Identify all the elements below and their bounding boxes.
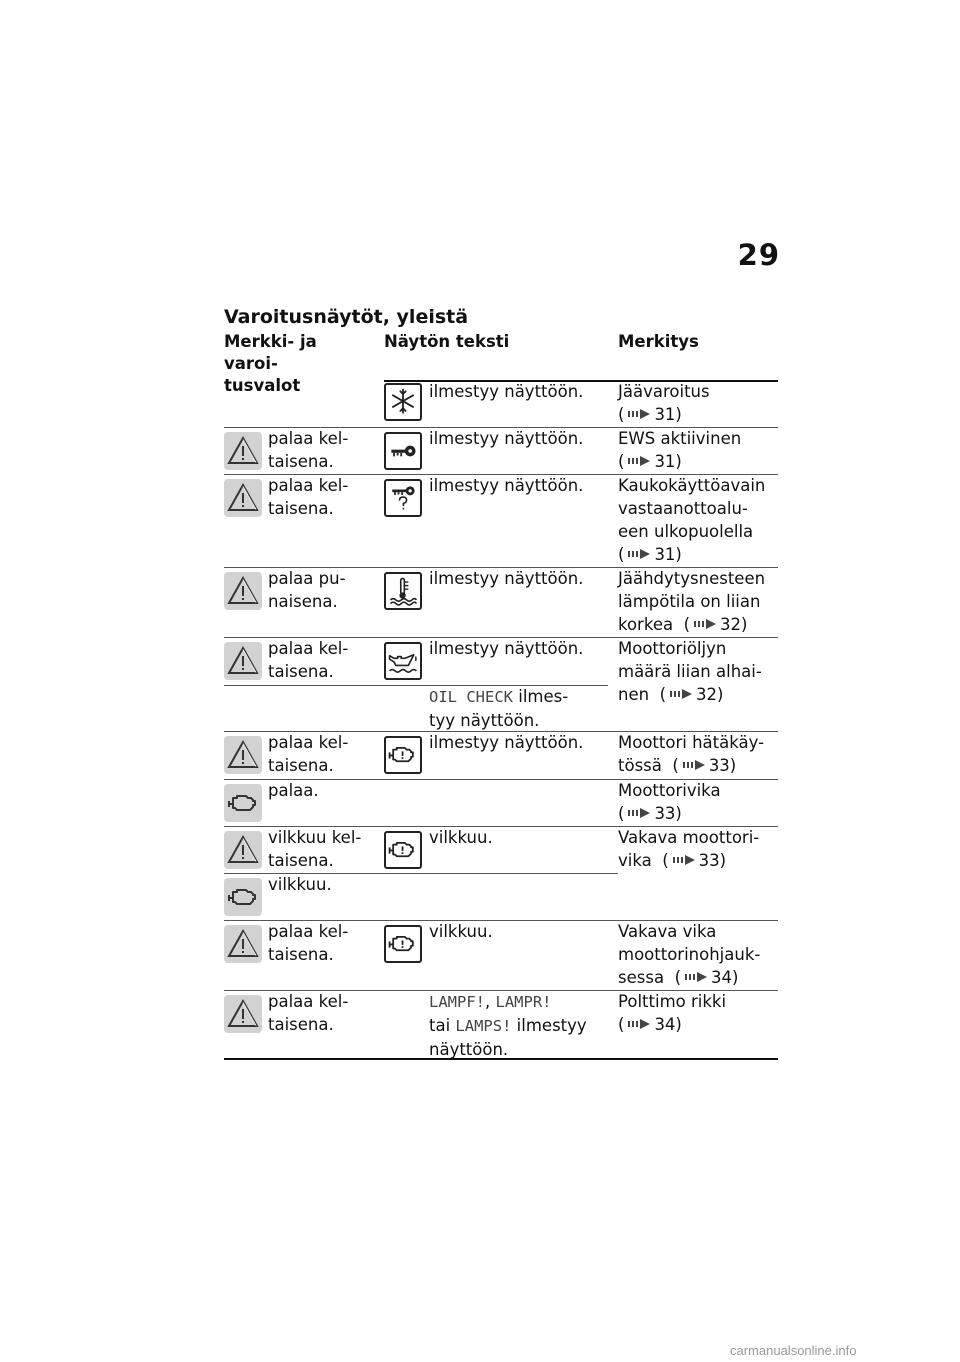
reference-arrow-icon [626,806,652,820]
engine-warning-icon [384,736,422,774]
state-line: palaa kel- [268,639,349,658]
reference-arrow-icon [626,407,652,421]
page-reference [618,543,765,566]
page-reference [618,403,710,426]
page-ref-number: 34) [654,1015,682,1034]
display-line: tyy näyttöön. [429,711,540,730]
warning-triangle-icon [224,642,262,680]
page-reference [618,450,741,473]
page-reference [618,1013,726,1036]
state-line: taisena. [268,945,334,964]
paren: ( [618,452,625,471]
display-text: ilmestyy näyttöön. [429,639,584,658]
state-line: palaa kel- [268,476,349,495]
display-code: LAMPS! [455,1017,512,1035]
page-title: Varoitusnäytöt, yleistä [224,306,469,328]
meaning-line: moottorinohjauk- [618,945,761,964]
state-line: naisena. [268,592,338,611]
display-code: OIL CHECK [429,688,513,706]
oil-can-icon [384,642,422,680]
column-header-display-text: Näytön teksti [384,332,510,351]
reference-arrow-icon [626,1017,652,1031]
display-code: LAMPF! [429,993,485,1011]
meaning-line: määrä liian alhai- [618,662,762,681]
symbol-state [268,990,348,1036]
column-header-symbols [224,331,374,397]
snowflake-icon [384,383,422,421]
reference-arrow-icon [681,758,707,772]
engine-icon [224,784,262,822]
reference-arrow-icon [683,970,709,984]
engine-icon [224,878,262,916]
paren: ( [683,615,691,634]
symbol-state [268,427,348,473]
display-text: vilkkuu. [429,828,493,847]
state-line: taisena. [268,851,334,870]
paren: ( [618,545,625,564]
paren: ( [674,968,681,987]
meaning-line: Polttimo rikki [618,992,727,1011]
state-line: taisena. [268,662,334,681]
page-reference [618,754,764,777]
paren: ( [618,804,625,823]
key-icon [384,432,422,470]
paren: ( [662,851,669,870]
separator: , [485,992,491,1011]
meaning-line: EWS aktiivinen [618,429,742,448]
page-ref-number: 32) [720,615,748,634]
page-ref-number: 34) [711,968,739,987]
page-reference [618,802,721,825]
display-text: ilmestyy näyttöön. [429,382,584,401]
meaning-line: Vakava vika [618,922,717,941]
meaning-line: Vakava moottori- [618,828,760,847]
page-number: 29 [737,238,780,272]
meaning-text [618,779,721,825]
meaning-text [618,567,765,636]
meaning-line: Moottoriöljyn [618,639,727,658]
symbol-state: vilkkuu. [268,875,332,894]
page-reference [618,613,765,636]
page-ref-number: 33) [708,756,737,775]
state-line: palaa kel- [268,733,349,752]
header-line: Merkki- ja varoi- [224,332,317,373]
reference-arrow-icon [671,853,697,867]
meaning-line: nen [618,685,650,704]
meaning-text [618,380,710,426]
state-line: taisena. [268,499,334,518]
meaning-line: Moottorivika [618,781,721,800]
page-ref-number: 33) [654,804,682,823]
meaning-text [618,826,759,872]
page-reference [618,683,762,706]
meaning-line: vastaanottoalu- [618,499,748,518]
warning-triangle-icon [224,572,262,610]
display-text: ilmestyy näyttöön. [429,429,584,448]
warning-triangle-icon [224,479,262,517]
meaning-line: Kaukokäyttöavain [618,476,766,495]
reference-arrow-icon [626,454,652,468]
state-line: taisena. [268,452,334,471]
page-reference [618,849,759,872]
display-text: vilkkuu. [429,922,493,941]
meaning-text [618,731,764,777]
paren: ( [659,685,667,704]
warning-triangle-icon [224,995,262,1033]
state-line: vilkkuu kel- [268,828,362,847]
symbol-state [268,637,348,683]
symbol-state: palaa. [268,781,319,800]
meaning-line: sessa [618,968,665,987]
page-ref-number: 31) [654,405,682,424]
symbol-state [268,826,361,872]
engine-warning-icon [384,831,422,869]
meaning-line: Jäävaroitus [618,382,710,401]
paren: ( [672,756,679,775]
meaning-line: tössä [618,756,662,775]
display-text-oil-check [429,685,568,732]
page-reference [618,966,760,989]
display-line: ilmestyy [516,1016,587,1035]
state-line: taisena. [268,756,334,775]
state-line: taisena. [268,1015,334,1034]
meaning-line: een ulkopuolella [618,522,754,541]
display-code: LAMPR! [495,993,552,1011]
warning-triangle-icon [224,831,262,869]
reference-arrow-icon [692,617,718,631]
meaning-line: korkea [618,615,674,634]
state-line: palaa kel- [268,429,349,448]
meaning-line: Jäähdytysnesteen [618,569,766,588]
state-line: palaa kel- [268,992,349,1011]
connector-word: tai [429,1016,451,1035]
state-line: palaa kel- [268,922,349,941]
page-ref-number: 32) [696,685,724,704]
header-line: tusvalot [224,376,301,395]
meaning-line: Moottori hätäkäy- [618,733,765,752]
state-line: palaa pu- [268,569,346,588]
display-text: ilmestyy näyttöön. [429,476,584,495]
display-text-lamp-codes [429,990,587,1061]
symbol-state [268,731,348,777]
warning-triangle-icon [224,925,262,963]
display-text: ilmestyy näyttöön. [429,733,584,752]
page-ref-number: 33) [698,851,727,870]
warning-triangle-icon [224,736,262,774]
warning-triangle-icon [224,432,262,470]
meaning-text [618,637,762,706]
page-ref-number: 31) [654,545,682,564]
paren: ( [618,405,625,424]
engine-warning-icon [384,925,422,963]
display-line: näyttöön. [429,1040,509,1059]
symbol-state [268,567,346,613]
meaning-text [618,474,765,566]
meaning-line: lämpötila on liian [618,592,761,611]
paren: ( [618,1015,625,1034]
meaning-text [618,990,726,1036]
display-text: ilmestyy näyttöön. [429,569,584,588]
symbol-state [268,920,348,966]
column-header-meaning: Merkitys [618,332,699,351]
display-line: ilmes- [518,687,569,706]
watermark-footer: carmanualsonline.info [730,1343,857,1358]
meaning-line: vika [618,851,652,870]
symbol-state [268,474,348,520]
reference-arrow-icon [668,687,694,701]
meaning-text [618,427,741,473]
page-ref-number: 31) [654,452,682,471]
coolant-temperature-icon [384,572,422,610]
key-question-icon [384,479,422,517]
meaning-text [618,920,760,989]
reference-arrow-icon [626,547,652,561]
